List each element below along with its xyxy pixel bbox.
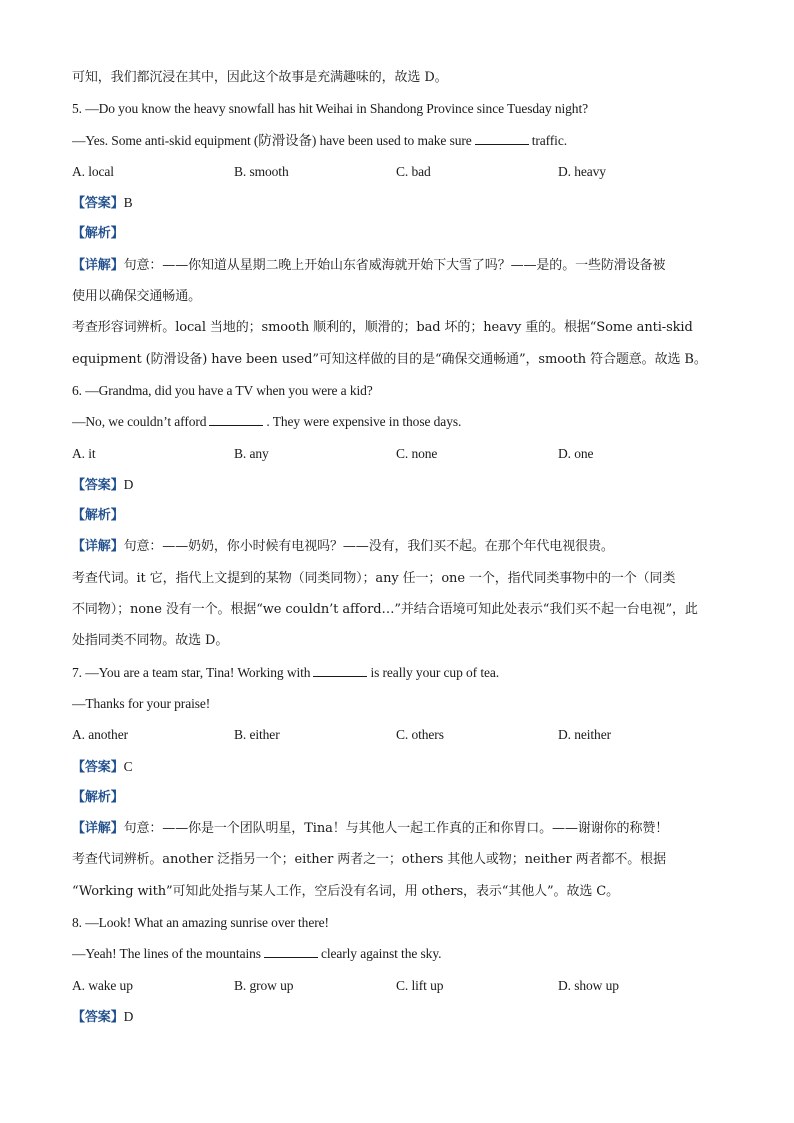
question-7-stem [72, 657, 722, 688]
question-6-reply-before: —No, we couldn’t afford [72, 414, 207, 430]
question-5-reply [72, 125, 722, 156]
option-c: C. others [396, 727, 444, 743]
question-5-reply-after: traffic. [531, 132, 567, 148]
question-7-detail-line: “Working with”可知此处指与某人工作，空后没有名词，用 others，表示“其他人”。故选 C。 [72, 883, 620, 899]
option-b: B. grow up [234, 977, 294, 993]
question-6-answer [72, 469, 722, 500]
question-8-options [72, 970, 722, 1001]
question-5-stem: 5. —Do you know the heavy snowfall has hit Weihai in Shandong Province since Tuesday night? [72, 101, 589, 117]
question-6-stem: 6. —Grandma, did you have a TV when you were a kid? [72, 382, 373, 398]
question-7-options [72, 719, 722, 750]
analysis-label: 【解析】 [72, 789, 124, 805]
answer-label: 【答案】 [72, 196, 124, 212]
intro-line: 可知，我们都沉浸在其中，因此这个故事是充满趣味的，故选 D。 [72, 70, 448, 85]
answer-blank [475, 133, 529, 145]
question-7-reply: —Thanks for your praise! [72, 695, 211, 711]
detail-label: 【详解】 [72, 539, 124, 555]
question-8-stem: 8. —Look! What an amazing sunrise over there! [72, 915, 329, 931]
detail-text: 句意：——你是一个团队明星，Tina！与其他人一起工作真的正和你胃口。——谢谢你的称赞！ [123, 821, 669, 837]
answer-blank [264, 946, 318, 958]
option-a: A. another [72, 727, 128, 743]
option-d: D. neither [558, 727, 611, 743]
detail-text: 句意：——你知道从星期二晚上开始山东省威海就开始下大雪了吗？——是的。一些防滑设备被 [123, 257, 666, 273]
option-c: C. lift up [396, 977, 444, 993]
option-a: A. wake up [72, 977, 133, 993]
question-7-detail-line: 考查代词辨析。another 泛指另一个；either 两者之一；others 其他人或物；neither 两者都不。根据 [72, 852, 666, 868]
answer-label: 【答案】 [72, 759, 124, 775]
question-7-stem-before: 7. —You are a team star, Tina! Working with [72, 664, 311, 680]
option-b: B. either [234, 727, 280, 743]
question-6-reply-after: . They were expensive in those days. [266, 414, 462, 430]
option-c: C. none [396, 445, 438, 461]
question-6-detail-line: 考查代词。it 它，指代上文提到的某物（同类同物）；any 任一；one 一个，指代同类事物中的一个（同类 [72, 570, 676, 586]
question-7-analysis [72, 782, 722, 813]
question-5-analysis [72, 218, 722, 249]
analysis-label: 【解析】 [72, 226, 124, 242]
option-c: C. bad [396, 163, 431, 179]
question-6-detail-line: 处指同类不同物。故选 D。 [72, 633, 229, 649]
option-b: B. smooth [234, 163, 289, 179]
answer-value: C [123, 758, 133, 774]
question-6-detail-line [72, 531, 722, 562]
question-8-reply-before: —Yeah! The lines of the mountains [72, 946, 261, 962]
question-5-options [72, 156, 722, 187]
answer-label: 【答案】 [72, 1009, 124, 1025]
question-7-stem-after: is really your cup of tea. [370, 664, 500, 680]
question-8-reply [72, 938, 722, 969]
answer-value: D [123, 1008, 134, 1024]
option-d: D. show up [558, 977, 619, 993]
option-b: B. any [234, 445, 269, 461]
option-a: A. it [72, 445, 96, 461]
question-5-answer [72, 187, 722, 218]
option-d: D. heavy [558, 163, 606, 179]
question-8-reply-after: clearly against the sky. [320, 946, 442, 962]
option-d: D. one [558, 445, 594, 461]
answer-blank [209, 414, 263, 426]
question-7-answer [72, 751, 722, 782]
question-5-detail-line [72, 250, 722, 281]
detail-text: 句意：——奶奶，你小时候有电视吗？——没有，我们买不起。在那个年代电视很贵。 [123, 539, 614, 555]
option-a: A. local [72, 163, 114, 179]
question-5-detail-line: 考查形容词辨析。local 当地的；smooth 顺利的，顺滑的；bad 坏的；heavy 重的。根据“Some anti-skid [72, 320, 693, 336]
question-6-detail-line: 不同物）；none 没有一个。根据“we couldn’t afford…”并结合语境可知此处表示“我们买不起一台电视”，此 [72, 602, 698, 618]
question-5-reply-before: —Yes. Some anti-skid equipment (防滑设备) have been used to make sure [72, 132, 472, 148]
question-5-detail-line: equipment (防滑设备) have been used”可知这样做的目的是“确保交通畅通”，smooth 符合题意。故选 B。 [72, 351, 707, 367]
question-6-analysis [72, 500, 722, 531]
question-8-answer [72, 1001, 722, 1032]
detail-label: 【详解】 [72, 257, 124, 273]
detail-label: 【详解】 [72, 821, 124, 837]
question-6-options [72, 438, 722, 469]
answer-value: D [123, 476, 134, 492]
answer-label: 【答案】 [72, 477, 124, 493]
question-7-detail-line [72, 813, 722, 844]
analysis-label: 【解析】 [72, 508, 124, 524]
answer-blank [313, 665, 367, 677]
answer-value: B [123, 195, 133, 211]
question-5-detail-line: 使用以确保交通畅通。 [72, 289, 202, 305]
question-6-reply [72, 406, 722, 437]
